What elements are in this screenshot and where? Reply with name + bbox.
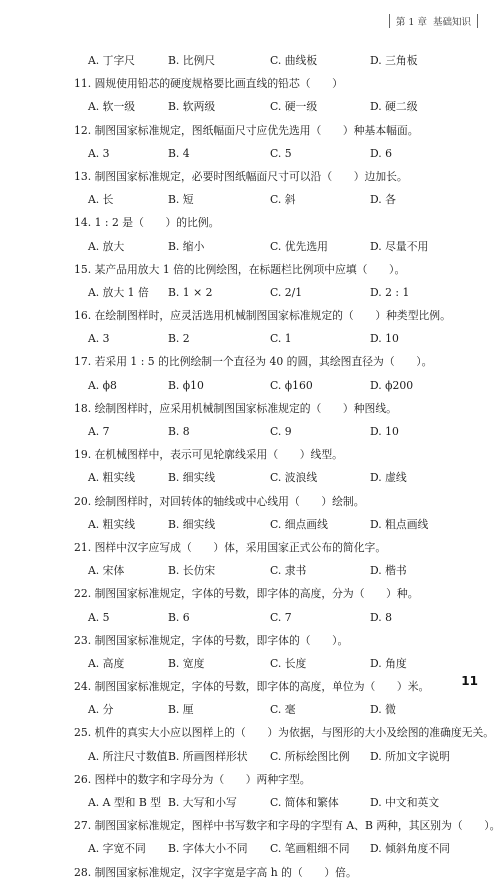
answer-option: D. 虚线 — [370, 471, 407, 485]
question-text: 18. 绘制图样时，应采用机械制图国家标准规定的（ ）种图线。 — [74, 401, 397, 415]
answer-option: B. 缩小 — [168, 239, 205, 253]
answer-option: C. 9 — [270, 425, 292, 438]
option-row — [74, 49, 474, 72]
answer-option: B. 4 — [168, 146, 190, 160]
answer-option: D. 2 : 1 — [370, 285, 410, 299]
answer-option: A. 软一级 — [88, 100, 136, 114]
answer-option: D. 中文和英文 — [370, 796, 440, 809]
question-text: 11. 圆规使用铅芯的硬度规格要比画直线的铅芯（ ） — [74, 77, 343, 91]
option-row — [74, 95, 474, 118]
question-text: 20. 绘制图样时，对回转体的轴线或中心线用（ ）绘制。 — [74, 494, 365, 508]
option-row — [74, 745, 474, 768]
answer-option: A. 5 — [88, 610, 110, 624]
question-text: 13. 制图国家标准规定，必要时图纸幅面尺寸可以沿（ ）边加长。 — [74, 169, 408, 183]
option-row — [74, 327, 474, 350]
answer-option: C. 曲线板 — [270, 54, 318, 67]
question-text: 27. 制图国家标准规定，图样中书写数字和字母的字型有 A、B 两种，其区别为（ ）。 — [74, 819, 500, 833]
page-header — [389, 10, 478, 32]
option-row — [74, 235, 474, 258]
option-row — [74, 420, 474, 443]
answer-option: A. 宋体 — [88, 564, 125, 578]
answer-option: A. 3 — [88, 146, 110, 160]
option-row — [74, 466, 474, 489]
answer-option: C. 5 — [270, 146, 292, 160]
answer-option: A. 粗实线 — [88, 517, 136, 531]
answer-option: D. 粗点画线 — [370, 517, 429, 531]
answer-option: A. 字宽不同 — [88, 842, 146, 856]
answer-option: A. ϕ8 — [88, 378, 117, 392]
option-row — [74, 837, 474, 860]
answer-option: D. 倾斜角度不同 — [370, 842, 450, 856]
question-text: 19. 在机械图样中，表示可见轮廓线采用（ ）线型。 — [74, 448, 343, 462]
answer-option: C. 所标绘图比例 — [270, 749, 350, 763]
answer-option: A. 分 — [88, 703, 114, 717]
answer-option: D. 楷书 — [370, 564, 407, 578]
answer-option: B. 短 — [168, 193, 194, 207]
question-list — [74, 49, 500, 884]
question-text: 22. 制图国家标准规定，字体的号数，即字体的高度，分为（ ）种。 — [74, 587, 419, 601]
answer-option: A. 长 — [88, 193, 114, 207]
answer-option: C. 细点画线 — [270, 517, 328, 531]
answer-option: C. ϕ160 — [270, 378, 313, 392]
answer-option: A. 放大 — [88, 239, 125, 253]
answer-option: D. 各 — [370, 193, 396, 207]
option-row — [74, 513, 474, 536]
question-text: 24. 制图国家标准规定，字体的号数，即字体的高度，单位为（ ）米。 — [74, 680, 430, 694]
question-text: 14. 1 : 2 是（ ）的比例。 — [74, 216, 220, 230]
answer-option: C. 1 — [270, 332, 292, 346]
answer-option: D. 所加文字说明 — [370, 749, 450, 763]
answer-option: B. 1 × 2 — [168, 285, 213, 299]
answer-option: B. 2 — [168, 332, 190, 346]
question-text: 21. 图样中汉字应写成（ ）体，采用国家正式公布的简化字。 — [74, 540, 387, 554]
question-text: 17. 若采用 1 : 5 的比例绘制一个直径为 40 的圆，其绘图直径为（ ）。 — [74, 355, 433, 369]
answer-option: D. 10 — [370, 332, 399, 346]
question-text: 26. 图样中的数字和字母分为（ ）两种字型。 — [74, 772, 311, 786]
chapter-title: 基础知识 — [432, 17, 471, 28]
answer-option: C. 优先选用 — [270, 239, 328, 253]
option-row — [74, 374, 474, 397]
option-row — [74, 188, 474, 211]
answer-option: C. 长度 — [270, 656, 307, 670]
answer-option: A. 放大 1 倍 — [88, 285, 149, 299]
question-text: 16. 在绘制图样时，应灵活选用机械制图国家标准规定的（ ）种类型比例。 — [74, 309, 451, 323]
header-divider-left — [389, 14, 390, 28]
option-row — [74, 559, 474, 582]
answer-option: B. 大写和小写 — [168, 796, 237, 809]
answer-option: C. 笔画粗细不同 — [270, 842, 350, 856]
answer-option: B. 宽度 — [168, 656, 205, 670]
answer-option: A. 3 — [88, 332, 110, 346]
answer-option: B. 8 — [168, 425, 190, 438]
answer-option: C. 简体和繁体 — [270, 796, 339, 809]
option-row — [74, 606, 474, 629]
answer-option: B. 长仿宋 — [168, 564, 216, 578]
answer-option: C. 隶书 — [270, 564, 307, 578]
question-text: 15. 某产品用放大 1 倍的比例绘图，在标题栏比例项中应填（ ）。 — [74, 262, 406, 276]
answer-option: D. 三角板 — [370, 54, 418, 67]
answer-option: B. 6 — [168, 610, 190, 624]
answer-option: D. 尽量不用 — [370, 239, 429, 253]
answer-option: A. 7 — [88, 425, 110, 438]
answer-option: B. 软两级 — [168, 100, 216, 114]
question-text: 25. 机件的真实大小应以图样上的（ ）为依据，与图形的大小及绘图的准确度无关。 — [74, 726, 495, 740]
answer-option: D. 10 — [370, 425, 399, 438]
answer-option: B. ϕ10 — [168, 378, 204, 392]
answer-option: C. 2/1 — [270, 285, 303, 299]
answer-option: B. 细实线 — [168, 471, 216, 485]
answer-option: C. 硬一级 — [270, 100, 318, 114]
question-text: 28. 制图国家标准规定，汉字字宽是字高 h 的（ ）倍。 — [74, 865, 357, 879]
option-row — [74, 142, 474, 165]
answer-option: B. 细实线 — [168, 517, 216, 531]
option-row — [74, 652, 474, 675]
answer-option: D. 角度 — [370, 656, 407, 670]
question-text: 12. 制图国家标准规定，图纸幅面尺寸应优先选用（ ）种基本幅面。 — [74, 123, 419, 137]
page-number: 11 — [461, 674, 478, 688]
answer-option: D. 6 — [370, 146, 393, 160]
answer-option: D. ϕ200 — [370, 378, 414, 392]
answer-option: C. 毫 — [270, 703, 296, 717]
option-row — [74, 281, 474, 304]
chapter-label: 第 1 章 — [395, 17, 427, 28]
header-divider-right — [477, 14, 478, 28]
answer-option: D. 8 — [370, 610, 393, 624]
answer-option: D. 硬二级 — [370, 100, 418, 114]
answer-option: B. 字体大小不同 — [168, 842, 248, 856]
answer-option: B. 厘 — [168, 703, 194, 717]
question-text: 23. 制图国家标准规定，字体的号数，即字体的（ ）。 — [74, 633, 349, 647]
answer-option: A. 高度 — [88, 656, 125, 670]
answer-option: B. 所画图样形状 — [168, 749, 248, 763]
answer-option: D. 微 — [370, 703, 396, 717]
answer-option: C. 波浪线 — [270, 471, 318, 485]
answer-option: A. 粗实线 — [88, 471, 136, 485]
answer-option: C. 7 — [270, 610, 292, 624]
answer-option: C. 斜 — [270, 193, 296, 207]
answer-option: A. 丁字尺 — [88, 54, 136, 67]
answer-option: B. 比例尺 — [168, 54, 216, 67]
answer-option: A. 所注尺寸数值 — [88, 749, 168, 763]
answer-option: A. A 型和 B 型 — [88, 796, 162, 809]
option-row — [74, 791, 474, 814]
